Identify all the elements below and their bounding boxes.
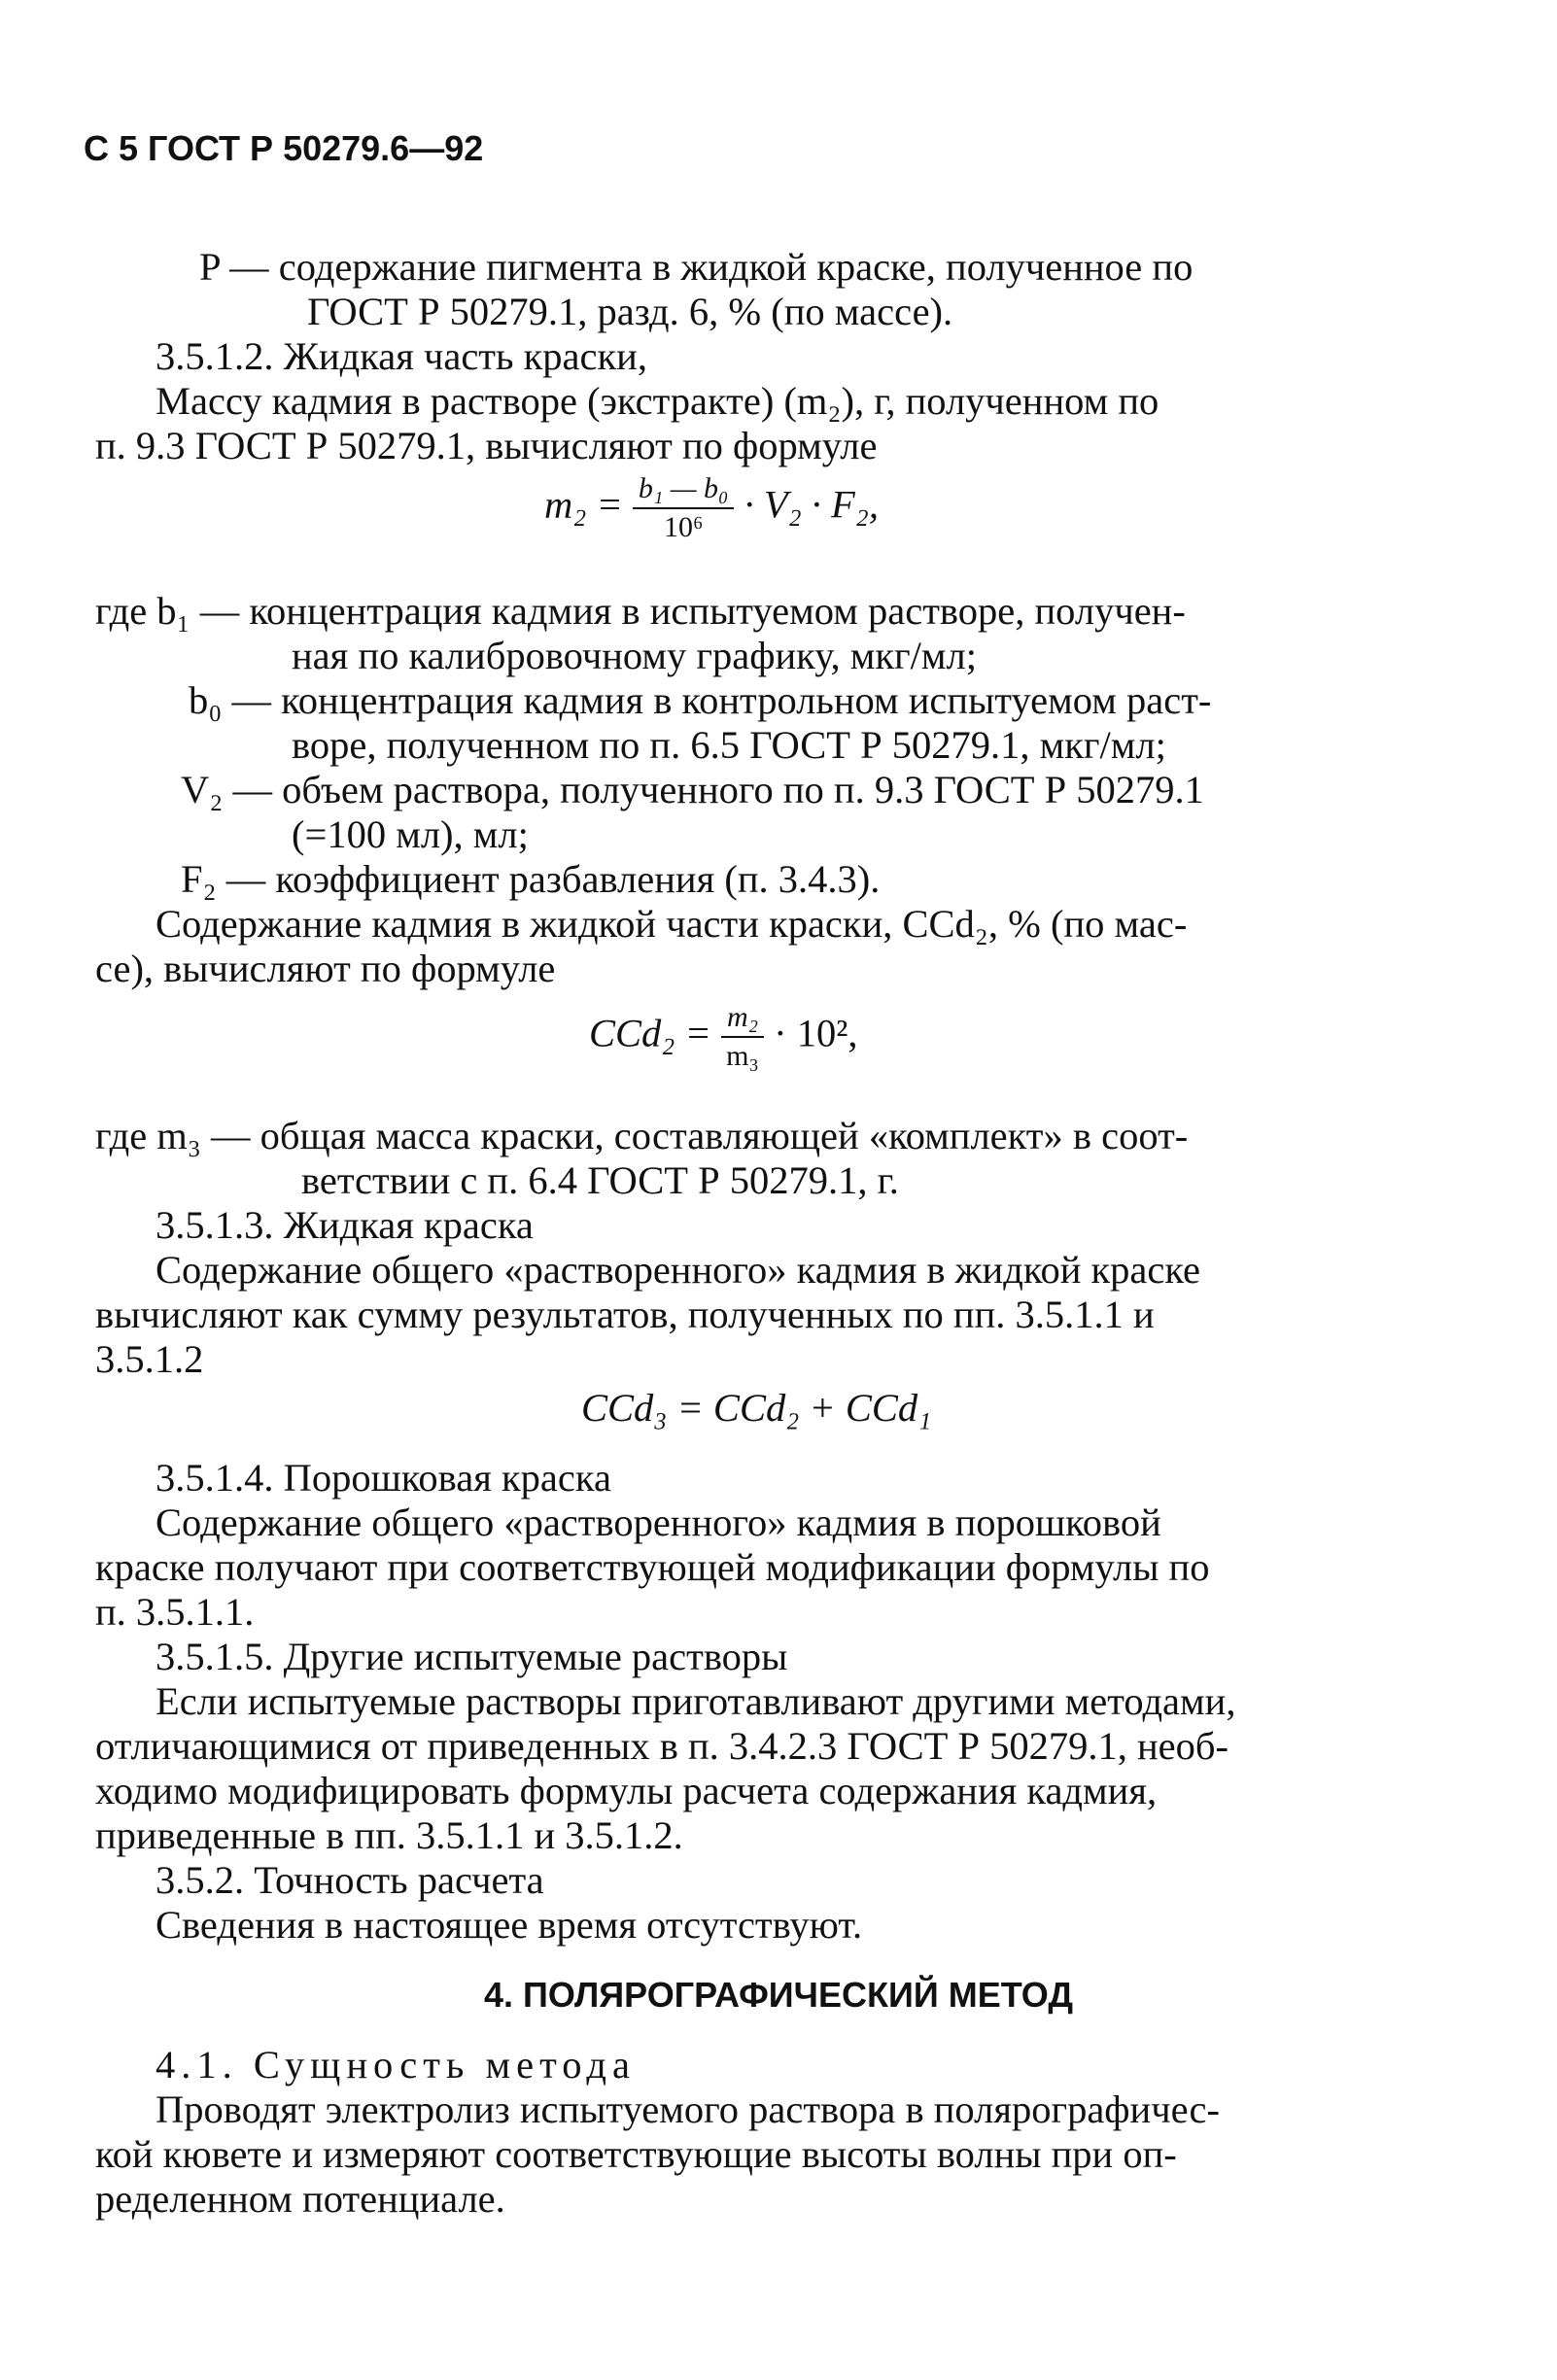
where-b0-line-2: воре, полученном по п. 6.5 ГОСТ Р 50279.1, мкг/мл; [292,723,1166,767]
section-3514-text-3: п. 3.5.1.1. [95,1590,255,1634]
section-4-title: 4. ПОЛЯРОГРАФИЧЕСКИЙ МЕТОД [484,1975,1073,2015]
where-m3-line-2: ветствии с п. 6.4 ГОСТ Р 50279.1, г. [301,1158,899,1202]
section-41-text-2: кой кювете и измеряют соответствующие высоты волны при оп- [95,2132,1177,2176]
where-m3-line-1: где m₃ — общая масса краски, составляющей «комплект» в соот- [95,1114,1189,1157]
section-3513-title: 3.5.1.3. Жидкая краска [156,1203,534,1247]
formula-m2-rhs: · V₂ · F₂, [744,482,879,527]
formula-m2-lhs: m₂ = [544,482,623,527]
cd-content-line-1: Содержание кадмия в жидкой части краски, CCd₂, % (по мас- [156,902,1188,946]
where-v2-line-1: V₂ — объем раствора, полученного по п. 9.3 ГОСТ Р 50279.1 [181,768,1204,811]
formula-ccd2-numerator: m₂ [721,1003,764,1038]
where-b1-line-1: где b₁ — концентрация кадмия в испытуемом растворе, получен- [95,589,1186,633]
p-definition-line-2: ГОСТ Р 50279.1, разд. 6, % (по массе). [307,290,953,333]
formula-m2-numerator: b₁ — b₀ [633,474,735,509]
section-3514-title: 3.5.1.4. Порошковая краска [156,1456,611,1500]
section-352-text: Сведения в настоящее время отсутствуют. [156,1903,863,1947]
section-3515-text-3: ходимо модифицировать формулы расчета содержания кадмия, [95,1769,1158,1812]
p-definition-line-1: P — содержание пигмента в жидкой краске, полученное по [199,245,1194,289]
section-3513-text-1: Содержание общего «растворенного» кадмия в жидкой краске [156,1248,1201,1292]
formula-m2-denominator: 10⁶ [663,511,704,543]
where-f2-line: F₂ — коэффициент разбавления (п. 3.4.3). [181,857,881,901]
section-3513-text-3: 3.5.1.2 [95,1337,204,1381]
section-3513-text-2: вычисляют как сумму результатов, полученных по пп. 3.5.1.1 и [95,1293,1155,1336]
where-b0-line-1: b₀ — концентрация кадмия в контрольном испытуемом раст- [189,678,1212,722]
section-3512-title: 3.5.1.2. Жидкая часть краски, [156,334,647,378]
cd-content-line-2: се), вычисляют по формуле [95,947,556,990]
section-3512-text-1: Массу кадмия в растворе (экстракте) (m₂), г, полученном по [156,379,1159,423]
section-3515-text-2: отличающимися от приведенных в п. 3.4.2.3 ГОСТ Р 50279.1, необ- [95,1724,1228,1768]
where-v2-line-2: (=100 мл), мл; [292,812,529,856]
formula-m2-fraction [633,474,735,542]
formula-ccd2-rhs: · 10², [774,1011,858,1055]
section-41-text-1: Проводят электролиз испытуемого раствора в полярографичес- [156,2087,1221,2131]
formula-ccd-total-expression: CCd₃ = CCd₂ + CCd₁ [581,1386,932,1430]
formula-ccd-total [581,1384,931,1432]
formula-ccd2-denominator: m₃ [726,1040,759,1072]
page-header: С 5 ГОСТ Р 50279.6—92 [84,128,484,168]
section-3514-text-1: Содержание общего «растворенного» кадмия в порошковой [156,1500,1161,1544]
section-3515-text-4: приведенные в пп. 3.5.1.1 и 3.5.1.2. [95,1813,683,1857]
section-3515-title: 3.5.1.5. Другие испытуемые растворы [156,1635,788,1678]
where-b1-line-2: ная по калибровочному графику, мкг/мл; [292,634,977,677]
section-3515-text-1: Если испытуемые растворы приготавливают другими методами, [156,1679,1236,1723]
formula-ccd2-lhs: CCd₂ = [589,1011,711,1055]
section-41-text-3: ределенном потенциале. [95,2177,505,2221]
formula-m2 [544,474,879,542]
formula-ccd2-fraction [721,1003,764,1071]
section-3512-text-2: п. 9.3 ГОСТ Р 50279.1, вычисляют по формуле [95,424,878,467]
section-3514-text-2: краске получают при соответствующей модификации формулы по [95,1545,1210,1589]
formula-ccd2 [589,1003,858,1071]
section-41-title: 4.1. Сущность метода [156,2043,636,2087]
section-352-title: 3.5.2. Точность расчета [156,1858,544,1902]
